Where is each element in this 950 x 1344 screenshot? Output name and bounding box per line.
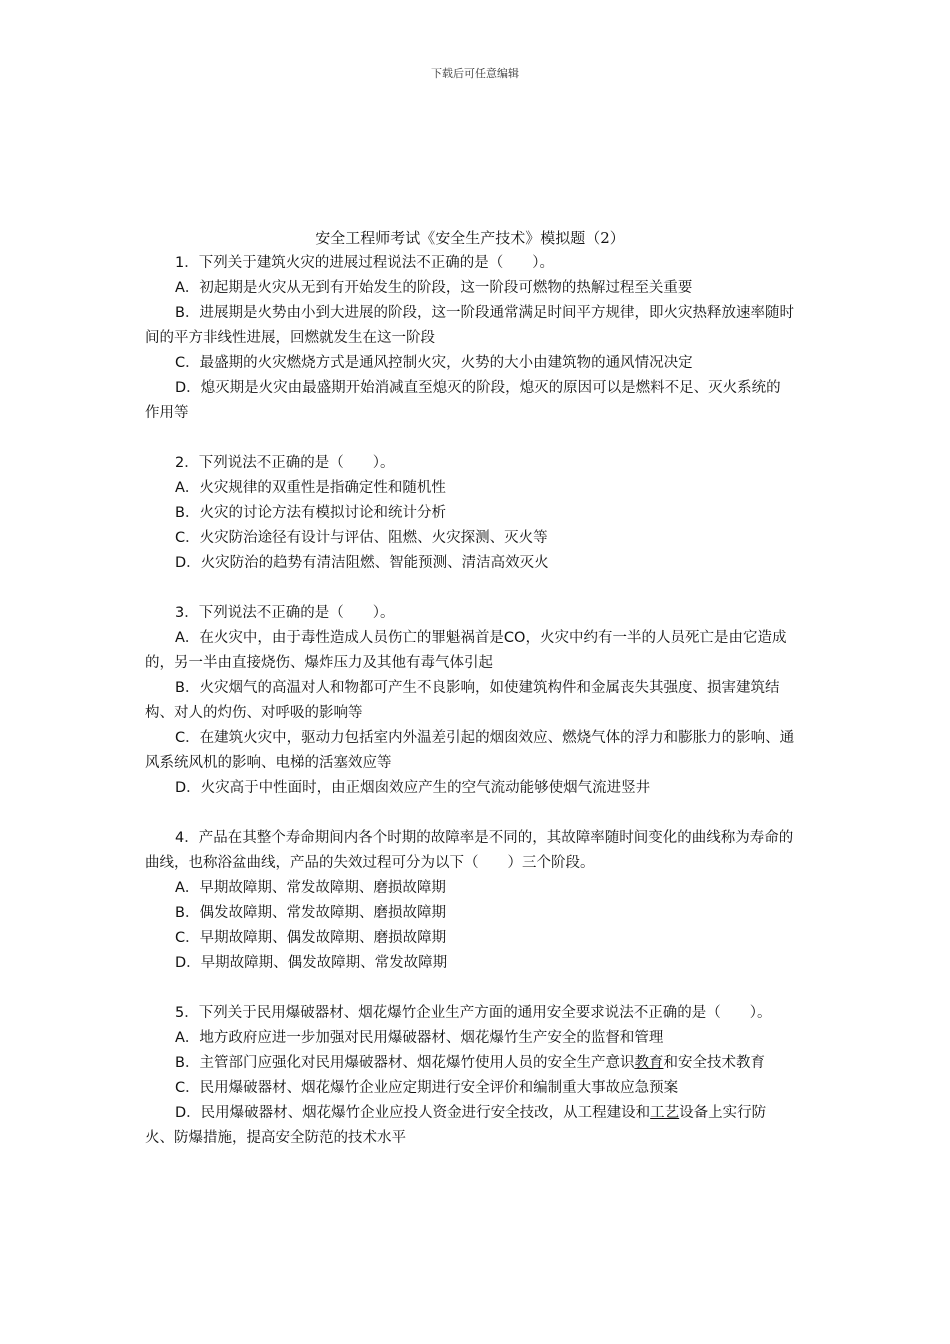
document-title: 安全工程师考试《安全生产技术》模拟题（2） xyxy=(315,229,625,247)
option-d: D．火灾高于中性面时，由正烟囱效应产生的空气流动能够使烟气流进竖井 xyxy=(175,780,651,796)
option-a: A．火灾规律的双重性是指确定性和随机性 xyxy=(175,480,446,496)
question-stem: 5．下列关于民用爆破器材、烟花爆竹企业生产方面的通用安全要求说法不正确的是（ ）。 xyxy=(175,1005,772,1021)
option-b xyxy=(145,1051,795,1076)
question-stem: 2．下列说法不正确的是（ ）。 xyxy=(175,455,395,471)
question-1 xyxy=(145,251,795,426)
option-b-text-end: 和安全技术教育 xyxy=(663,1055,765,1071)
option-d xyxy=(145,1101,795,1151)
option-c: C．民用爆破器材、烟花爆竹企业应定期进行安全评价和编制重大事故应急预案 xyxy=(175,1080,679,1096)
option-c: C．最盛期的火灾燃烧方式是通风控制火灾，火势的大小由建筑物的通风情况决定 xyxy=(175,355,693,371)
question-stem: 1．下列关于建筑火灾的进展过程说法不正确的是（ ）。 xyxy=(175,255,554,271)
option-d: D．早期故障期、偶发故障期、常发故障期 xyxy=(175,955,448,971)
question-5 xyxy=(145,1001,795,1151)
document-body xyxy=(145,226,795,1151)
education-link[interactable]: 教育 xyxy=(634,1055,664,1071)
option-a: A．初起期是火灾从无到有开始发生的阶段，这一阶段可燃物的热解过程至关重要 xyxy=(175,280,693,296)
option-b-text: B．主管部门应强化对民用爆破器材、烟花爆竹使用人员的安全生产意识 xyxy=(175,1055,635,1071)
question-stem: 4．产品在其整个寿命期间内各个时期的故障率是不同的，其故障率随时间变化的曲线称为寿命的曲线，也称浴盆曲线，产品的失效过程可分为以下（ ）三个阶段。 xyxy=(145,830,794,871)
question-4 xyxy=(145,826,795,976)
option-b: B．偶发故障期、常发故障期、磨损故障期 xyxy=(175,905,446,921)
option-b: B．火灾的讨论方法有模拟讨论和统计分析 xyxy=(175,505,446,521)
option-d: D．火灾防治的趋势有清洁阻燃、智能预测、清洁高效灭火 xyxy=(175,555,549,571)
option-d-text: D．民用爆破器材、烟花爆竹企业应投人资金进行安全技改，从工程建设和 xyxy=(175,1105,651,1121)
option-c: C．早期故障期、偶发故障期、磨损故障期 xyxy=(175,930,447,946)
page-header: 下载后可任意编辑 xyxy=(431,67,519,80)
option-d: D．熄灭期是火灾由最盛期开始消减直至熄灭的阶段，熄灭的原因可以是燃料不足、灭火系统的作用等 xyxy=(145,380,781,421)
option-b: B．进展期是火势由小到大进展的阶段，这一阶段通常满足时间平方规律，即火灾热释放速率随时间的平方非线性进展，回燃就发生在这一阶段 xyxy=(145,305,794,346)
question-stem: 3．下列说法不正确的是（ ）。 xyxy=(175,605,395,621)
option-c: C．火灾防治途径有设计与评估、阻燃、火灾探测、灭火等 xyxy=(175,530,548,546)
question-2 xyxy=(145,451,795,576)
option-c: C．在建筑火灾中，驱动力包括室内外温差引起的烟囱效应、燃烧气体的浮力和膨胀力的影响、通风系统风机的影响、电梯的活塞效应等 xyxy=(145,730,795,771)
process-link[interactable]: 工艺 xyxy=(650,1105,680,1121)
option-b: B．火灾烟气的高温对人和物都可产生不良影响，如使建筑构件和金属丧失其强度、损害建筑结构、对人的灼伤、对呼吸的影响等 xyxy=(145,680,780,721)
question-3 xyxy=(145,601,795,801)
option-a: A．早期故障期、常发故障期、磨损故障期 xyxy=(175,880,446,896)
option-a: A．地方政府应进一步加强对民用爆破器材、烟花爆竹生产安全的监督和管理 xyxy=(175,1030,664,1046)
option-a: A．在火灾中，由于毒性造成人员伤亡的罪魁祸首是CO，火灾中约有一半的人员死亡是由它造成的，另一半由直接烧伤、爆炸压力及其他有毒气体引起 xyxy=(145,630,787,671)
option-d-text-end: 设备上实行防火、防爆措施，提高安全防范的技术水平 xyxy=(145,1105,767,1146)
